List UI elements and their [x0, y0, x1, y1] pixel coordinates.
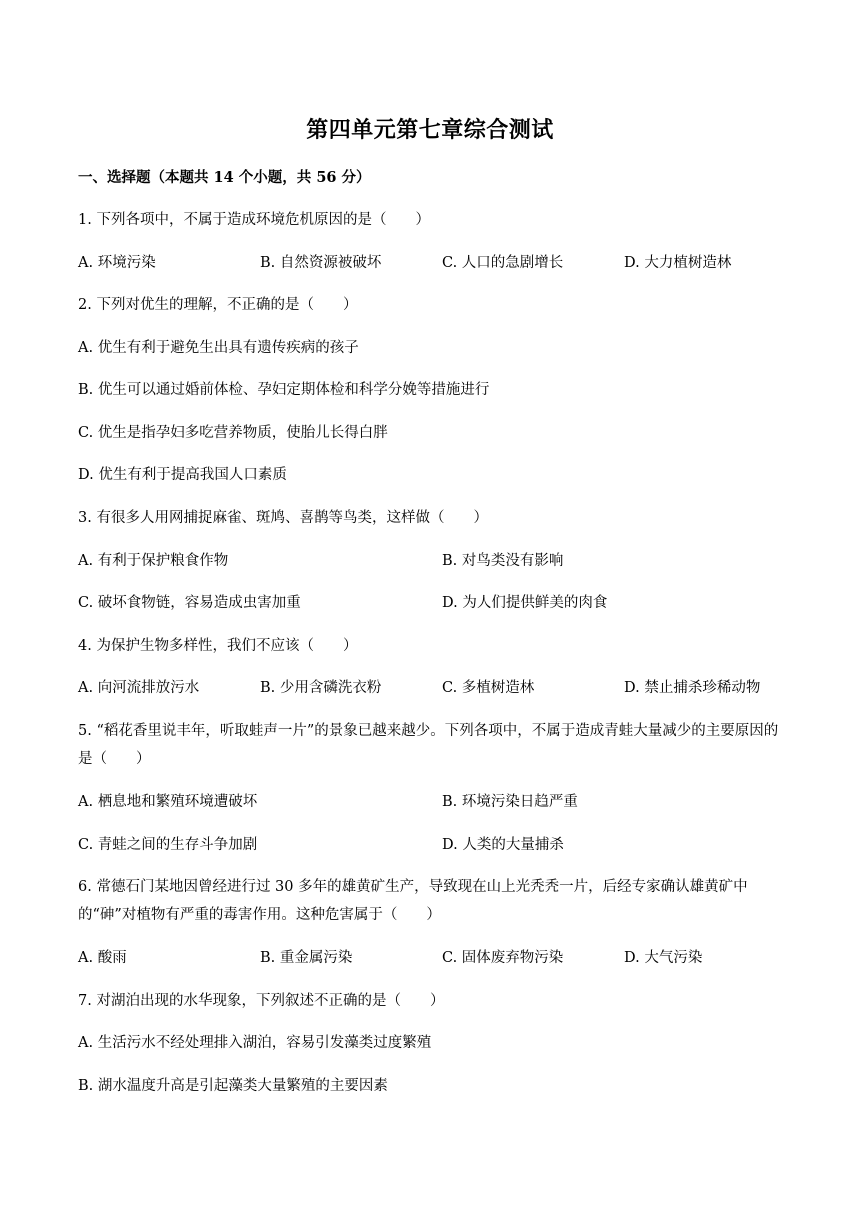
question-4-option-b: B. 少用含磷洗衣粉 — [260, 680, 382, 696]
question-3-option-a: A. 有利于保护粮食作物 — [78, 553, 229, 569]
question-5-option-c: C. 青蛙之间的生存斗争加剧 — [78, 837, 258, 853]
question-6-option-b: B. 重金属污染 — [260, 950, 353, 966]
question-3-option-d: D. 为人们提供鲜美的肉食 — [442, 595, 608, 611]
question-6-option-a: A. 酸雨 — [78, 950, 127, 966]
question-6-stem: 6. 常德石门某地因曾经进行过 30 多年的雄黄矿生产，导致现在山上光秃秃一片，后经专家确认雄黄矿中的“砷”对植物有严重的毒害作用。这种危害属于（ ） — [78, 879, 748, 923]
question-7-stem: 7. 对湖泊出现的水华现象，下列叙述不正确的是（ ） — [78, 993, 445, 1009]
page-title: 第四单元第七章综合测试 — [306, 117, 554, 143]
question-5-stem: 5. “稻花香里说丰年，听取蛙声一片”的景象已越来越少。下列各项中，不属于造成青蛙大量减少的主要原因的是（ ） — [78, 723, 779, 767]
question-4-option-d: D. 禁止捕杀珍稀动物 — [624, 680, 761, 696]
question-7-option-a: A. 生活污水不经处理排入湖泊，容易引发藻类过度繁殖 — [78, 1035, 432, 1051]
question-5-option-d: D. 人类的大量捕杀 — [442, 837, 564, 853]
question-2-option-b: B. 优生可以通过婚前体检、孕妇定期体检和科学分娩等措施进行 — [78, 382, 490, 398]
question-7-option-b: B. 湖水温度升高是引起藻类大量繁殖的主要因素 — [78, 1078, 388, 1094]
question-6-option-c: C. 固体废弃物污染 — [442, 950, 564, 966]
question-2-option-d: D. 优生有利于提高我国人口素质 — [78, 467, 287, 483]
question-4-option-c: C. 多植树造林 — [442, 680, 535, 696]
question-2-option-a: A. 优生有利于避免生出具有遗传疾病的孩子 — [78, 340, 359, 356]
question-1-option-b: B. 自然资源被破坏 — [260, 255, 382, 271]
question-1-option-c: C. 人口的急剧增长 — [442, 255, 564, 271]
question-3-option-b: B. 对鸟类没有影响 — [442, 553, 564, 569]
question-1-option-a: A. 环境污染 — [78, 255, 156, 271]
section-heading: 一、选择题（本题共 14 个小题，共 56 分） — [78, 169, 371, 186]
question-3-option-c: C. 破坏食物链，容易造成虫害加重 — [78, 595, 301, 611]
question-4-stem: 4. 为保护生物多样性，我们不应该（ ） — [78, 638, 358, 654]
question-6-option-d: D. 大气污染 — [624, 950, 703, 966]
question-5-option-a: A. 栖息地和繁殖环境遭破坏 — [78, 794, 258, 810]
question-1-stem: 1. 下列各项中，不属于造成环境危机原因的是（ ） — [78, 212, 430, 228]
question-2-option-c: C. 优生是指孕妇多吃营养物质，使胎儿长得白胖 — [78, 425, 388, 441]
question-2-stem: 2. 下列对优生的理解，不正确的是（ ） — [78, 297, 358, 313]
question-4-option-a: A. 向河流排放污水 — [78, 680, 200, 696]
question-5-option-b: B. 环境污染日趋严重 — [442, 794, 578, 810]
question-3-stem: 3. 有很多人用网捕捉麻雀、斑鸠、喜鹊等鸟类，这样做（ ） — [78, 510, 488, 526]
question-1-option-d: D. 大力植树造林 — [624, 255, 732, 271]
